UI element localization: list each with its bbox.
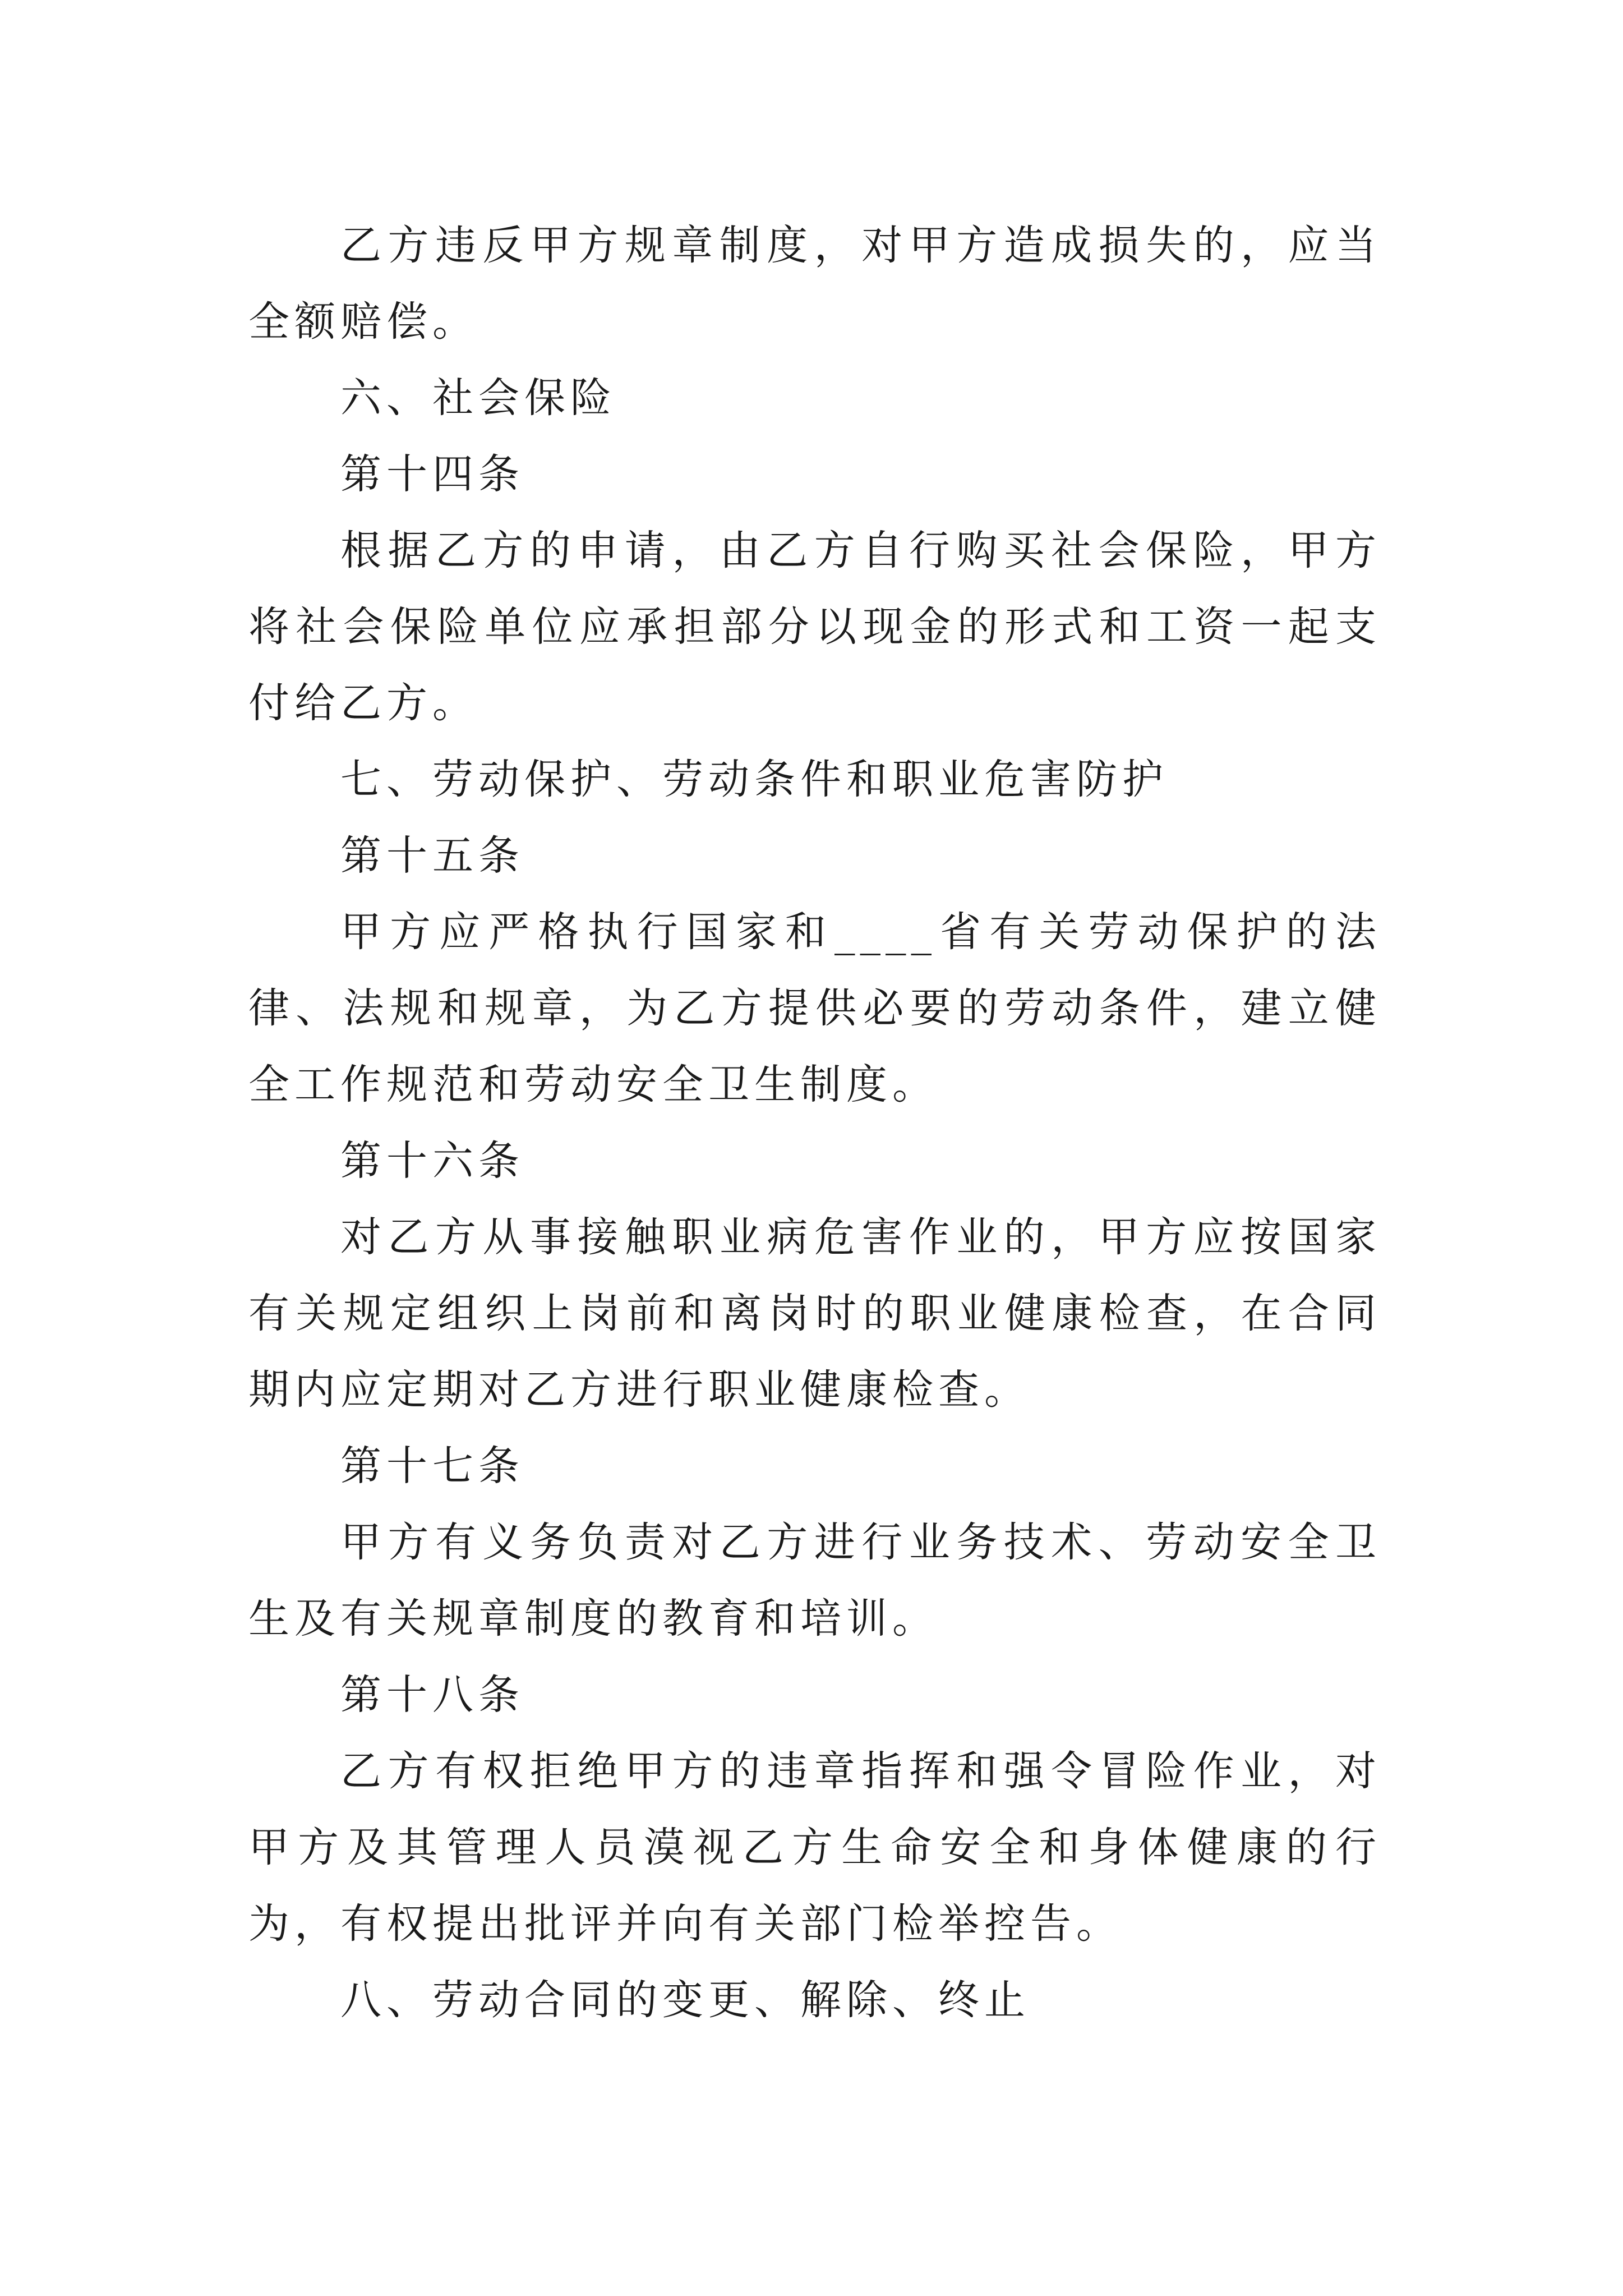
section-heading-labor-protection: 七、劳动保护、劳动条件和职业危害防护 [340,756,1168,803]
article-heading-16: 第十六条 [340,1137,524,1185]
section-heading-social-insurance: 六、社会保险 [340,374,616,422]
paragraph-compensation: 乙方违反甲方规章制度，对甲方造成损失的，应当全额赔偿。 [248,222,1381,346]
document-body [248,208,1381,2039]
article-heading-14: 第十四条 [340,450,524,498]
paragraph-article-14: 根据乙方的申请，由乙方自行购买社会保险，甲方将社会保险单位应承担部分以现金的形式和工资一起支付给乙方。 [248,527,1381,727]
paragraph-article-16: 对乙方从事接触职业病危害作业的，甲方应按国家有关规定组织上岗前和离岗时的职业健康检查，在合同期内应定期对乙方进行职业健康检查。 [248,1213,1381,1414]
article-heading-15: 第十五条 [340,832,524,880]
paragraph-article-15: 甲方应严格执行国家和____省有关劳动保护的法律、法规和规章，为乙方提供必要的劳动条件，建立健全工作规范和劳动安全卫生制度。 [248,908,1381,1108]
paragraph-article-17: 甲方有义务负责对乙方进行业务技术、劳动安全卫生及有关规章制度的教育和培训。 [248,1519,1381,1642]
paragraph-article-18: 乙方有权拒绝甲方的违章指挥和强令冒险作业，对甲方及其管理人员漠视乙方生命安全和身体健康的行为，有权提出批评并向有关部门检举控告。 [248,1747,1381,1948]
section-heading-contract-changes: 八、劳动合同的变更、解除、终止 [340,1976,1030,2024]
article-heading-18: 第十八条 [340,1671,524,1719]
article-heading-17: 第十七条 [340,1442,524,1490]
